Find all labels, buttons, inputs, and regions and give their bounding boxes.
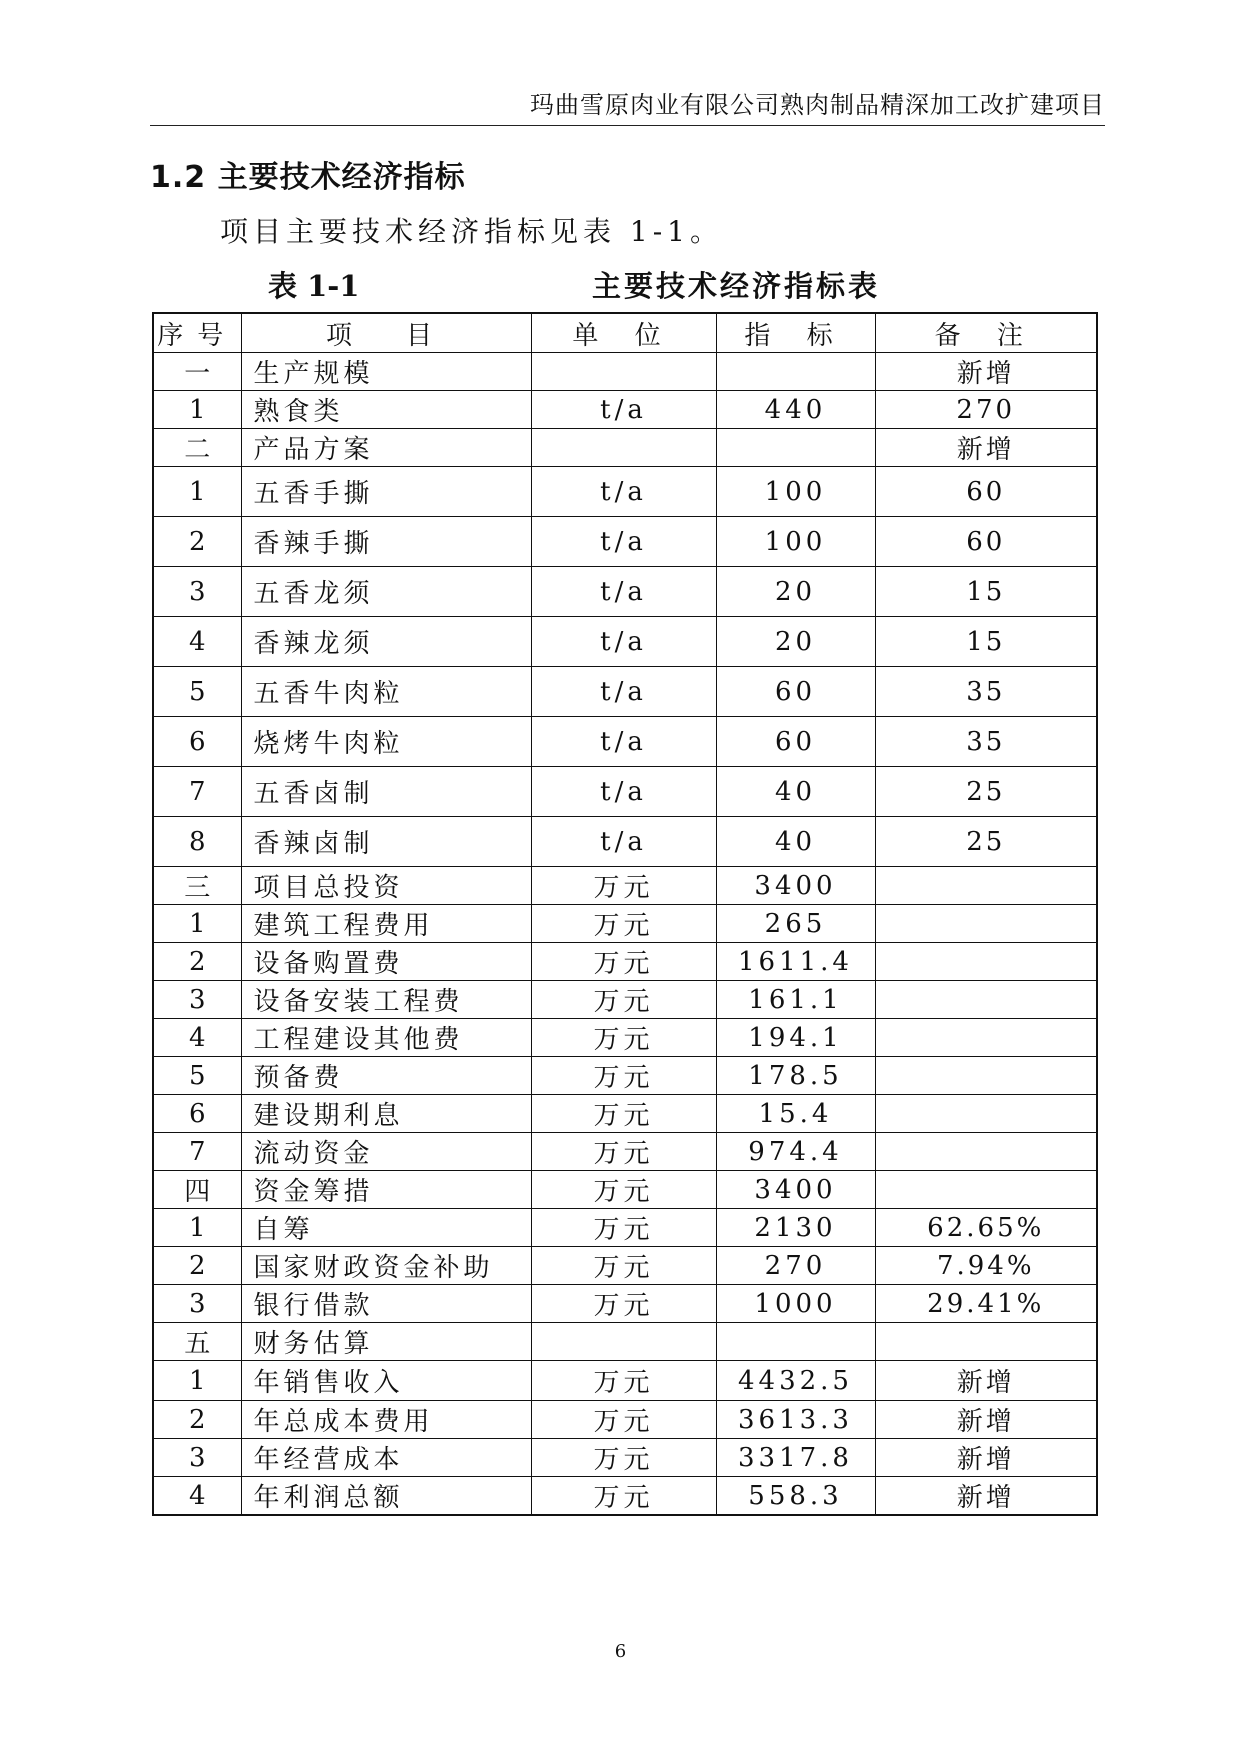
row-note: 25 [875, 817, 1097, 867]
row-value: 194.1 [716, 1019, 875, 1057]
row-value: 3613.3 [716, 1401, 875, 1439]
column-header-no: 序号 [153, 313, 241, 353]
row-item: 年利润总额 [241, 1477, 531, 1516]
table-caption-number: 表 1-1 [268, 269, 360, 303]
row-item: 工程建设其他费 [241, 1019, 531, 1057]
row-unit: 万元 [531, 905, 716, 943]
row-value: 3317.8 [716, 1439, 875, 1477]
row-number: 7 [153, 767, 241, 817]
row-item: 香辣卤制 [241, 817, 531, 867]
row-item: 五香卤制 [241, 767, 531, 817]
row-unit: 万元 [531, 1247, 716, 1285]
row-number: 3 [153, 1285, 241, 1323]
row-note: 60 [875, 517, 1097, 567]
row-note [875, 1133, 1097, 1171]
row-number: 8 [153, 817, 241, 867]
row-unit: t/a [531, 767, 716, 817]
table-body [153, 353, 1097, 1516]
header-rule [150, 125, 1105, 126]
row-note: 新增 [875, 1361, 1097, 1401]
running-header: 玛曲雪原肉业有限公司熟肉制品精深加工改扩建项目 [530, 91, 1105, 119]
row-unit: t/a [531, 717, 716, 767]
row-unit: 万元 [531, 1057, 716, 1095]
row-item: 流动资金 [241, 1133, 531, 1171]
row-value: 20 [716, 617, 875, 667]
row-item: 产品方案 [241, 429, 531, 467]
row-value: 3400 [716, 867, 875, 905]
row-item: 设备安装工程费 [241, 981, 531, 1019]
row-value: 558.3 [716, 1477, 875, 1516]
row-value: 178.5 [716, 1057, 875, 1095]
row-item: 设备购置费 [241, 943, 531, 981]
row-unit [531, 1323, 716, 1361]
row-number: 1 [153, 391, 241, 429]
table-row [153, 1133, 1097, 1171]
table-row [153, 1019, 1097, 1057]
table-row [153, 467, 1097, 517]
row-item: 香辣龙须 [241, 617, 531, 667]
row-number: 4 [153, 1477, 241, 1516]
row-number: 3 [153, 1439, 241, 1477]
row-unit: 万元 [531, 867, 716, 905]
row-unit: t/a [531, 667, 716, 717]
table-row [153, 567, 1097, 617]
table-row [153, 1401, 1097, 1439]
row-note [875, 981, 1097, 1019]
intro-paragraph: 项目主要技术经济指标见表 1-1。 [220, 215, 723, 248]
row-unit: 万元 [531, 1095, 716, 1133]
row-unit: t/a [531, 391, 716, 429]
table-row [153, 517, 1097, 567]
row-item: 建筑工程费用 [241, 905, 531, 943]
table-row [153, 1209, 1097, 1247]
table-row [153, 667, 1097, 717]
row-value: 15.4 [716, 1095, 875, 1133]
table-row [153, 981, 1097, 1019]
row-number: 4 [153, 617, 241, 667]
row-item: 建设期利息 [241, 1095, 531, 1133]
row-item: 资金筹措 [241, 1171, 531, 1209]
row-note: 新增 [875, 1439, 1097, 1477]
row-value: 974.4 [716, 1133, 875, 1171]
row-note: 15 [875, 617, 1097, 667]
row-value: 4432.5 [716, 1361, 875, 1401]
table-row [153, 905, 1097, 943]
table-row [153, 1361, 1097, 1401]
row-number: 五 [153, 1323, 241, 1361]
table-row [153, 1285, 1097, 1323]
table-caption-title: 主要技术经济指标表 [592, 269, 881, 303]
row-unit: 万元 [531, 981, 716, 1019]
row-number: 5 [153, 667, 241, 717]
table-row [153, 617, 1097, 667]
row-number: 6 [153, 717, 241, 767]
row-note: 62.65% [875, 1209, 1097, 1247]
table-row [153, 353, 1097, 391]
row-number: 2 [153, 1247, 241, 1285]
row-number: 1 [153, 1209, 241, 1247]
row-number: 3 [153, 981, 241, 1019]
row-note [875, 1323, 1097, 1361]
row-note: 新增 [875, 429, 1097, 467]
row-number: 2 [153, 517, 241, 567]
row-value: 100 [716, 517, 875, 567]
row-value: 60 [716, 717, 875, 767]
table-row [153, 943, 1097, 981]
row-note: 270 [875, 391, 1097, 429]
table-row [153, 767, 1097, 817]
row-number: 1 [153, 1361, 241, 1401]
table-row [153, 1095, 1097, 1133]
row-number: 四 [153, 1171, 241, 1209]
row-number: 1 [153, 467, 241, 517]
row-number: 6 [153, 1095, 241, 1133]
row-number: 2 [153, 1401, 241, 1439]
row-value: 1000 [716, 1285, 875, 1323]
row-number: 1 [153, 905, 241, 943]
row-value: 265 [716, 905, 875, 943]
row-note: 新增 [875, 353, 1097, 391]
row-item: 五香手撕 [241, 467, 531, 517]
row-note [875, 943, 1097, 981]
row-unit: 万元 [531, 1171, 716, 1209]
row-unit: t/a [531, 817, 716, 867]
row-item: 自筹 [241, 1209, 531, 1247]
row-unit: 万元 [531, 1285, 716, 1323]
row-note [875, 1171, 1097, 1209]
row-unit: 万元 [531, 1401, 716, 1439]
row-value: 161.1 [716, 981, 875, 1019]
row-unit: 万元 [531, 943, 716, 981]
row-unit: t/a [531, 517, 716, 567]
row-note [875, 867, 1097, 905]
row-unit: 万元 [531, 1019, 716, 1057]
row-item: 烧烤牛肉粒 [241, 717, 531, 767]
row-note: 7.94% [875, 1247, 1097, 1285]
row-item: 银行借款 [241, 1285, 531, 1323]
row-item: 五香牛肉粒 [241, 667, 531, 717]
table-row [153, 1057, 1097, 1095]
table-row [153, 1323, 1097, 1361]
row-value: 3400 [716, 1171, 875, 1209]
table-row [153, 867, 1097, 905]
row-note [875, 1019, 1097, 1057]
row-item: 预备费 [241, 1057, 531, 1095]
indicators-table [152, 312, 1098, 1516]
row-value: 20 [716, 567, 875, 617]
row-number: 二 [153, 429, 241, 467]
row-value [716, 1323, 875, 1361]
column-header-value: 指 标 [716, 313, 875, 353]
row-note [875, 1095, 1097, 1133]
table-header [153, 313, 1097, 353]
row-value: 40 [716, 817, 875, 867]
row-number: 5 [153, 1057, 241, 1095]
row-item: 国家财政资金补助 [241, 1247, 531, 1285]
row-note: 29.41% [875, 1285, 1097, 1323]
row-unit: 万元 [531, 1477, 716, 1516]
column-header-unit: 单 位 [531, 313, 716, 353]
row-number: 7 [153, 1133, 241, 1171]
row-value: 60 [716, 667, 875, 717]
row-value [716, 353, 875, 391]
row-unit: t/a [531, 617, 716, 667]
row-note: 新增 [875, 1401, 1097, 1439]
table-row [153, 1439, 1097, 1477]
row-unit: t/a [531, 467, 716, 517]
table-row [153, 1477, 1097, 1516]
row-note: 60 [875, 467, 1097, 517]
column-header-item: 项 目 [241, 313, 531, 353]
row-note [875, 1057, 1097, 1095]
table-row [153, 391, 1097, 429]
table-row [153, 1247, 1097, 1285]
row-value: 1611.4 [716, 943, 875, 981]
row-unit: 万元 [531, 1209, 716, 1247]
row-number: 4 [153, 1019, 241, 1057]
section-title: 1.2 主要技术经济指标 [150, 160, 466, 195]
column-header-note: 备 注 [875, 313, 1097, 353]
row-value: 2130 [716, 1209, 875, 1247]
row-number: 三 [153, 867, 241, 905]
row-item: 年总成本费用 [241, 1401, 531, 1439]
row-unit: 万元 [531, 1361, 716, 1401]
row-note: 35 [875, 667, 1097, 717]
row-note: 新增 [875, 1477, 1097, 1516]
row-value [716, 429, 875, 467]
row-unit [531, 429, 716, 467]
row-unit: 万元 [531, 1133, 716, 1171]
row-number: 2 [153, 943, 241, 981]
table-row [153, 1171, 1097, 1209]
row-unit: t/a [531, 567, 716, 617]
page-number: 6 [614, 1641, 627, 1662]
row-value: 100 [716, 467, 875, 517]
row-item: 项目总投资 [241, 867, 531, 905]
row-item: 年经营成本 [241, 1439, 531, 1477]
row-item: 香辣手撕 [241, 517, 531, 567]
row-item: 财务估算 [241, 1323, 531, 1361]
row-value: 440 [716, 391, 875, 429]
header-row [153, 313, 1097, 353]
row-value: 40 [716, 767, 875, 817]
row-number: 3 [153, 567, 241, 617]
table-row [153, 717, 1097, 767]
table-row [153, 429, 1097, 467]
row-note: 15 [875, 567, 1097, 617]
row-unit: 万元 [531, 1439, 716, 1477]
row-item: 五香龙须 [241, 567, 531, 617]
row-note: 35 [875, 717, 1097, 767]
table-row [153, 817, 1097, 867]
row-number: 一 [153, 353, 241, 391]
row-value: 270 [716, 1247, 875, 1285]
row-unit [531, 353, 716, 391]
row-note: 25 [875, 767, 1097, 817]
row-item: 熟食类 [241, 391, 531, 429]
row-item: 年销售收入 [241, 1361, 531, 1401]
row-note [875, 905, 1097, 943]
row-item: 生产规模 [241, 353, 531, 391]
